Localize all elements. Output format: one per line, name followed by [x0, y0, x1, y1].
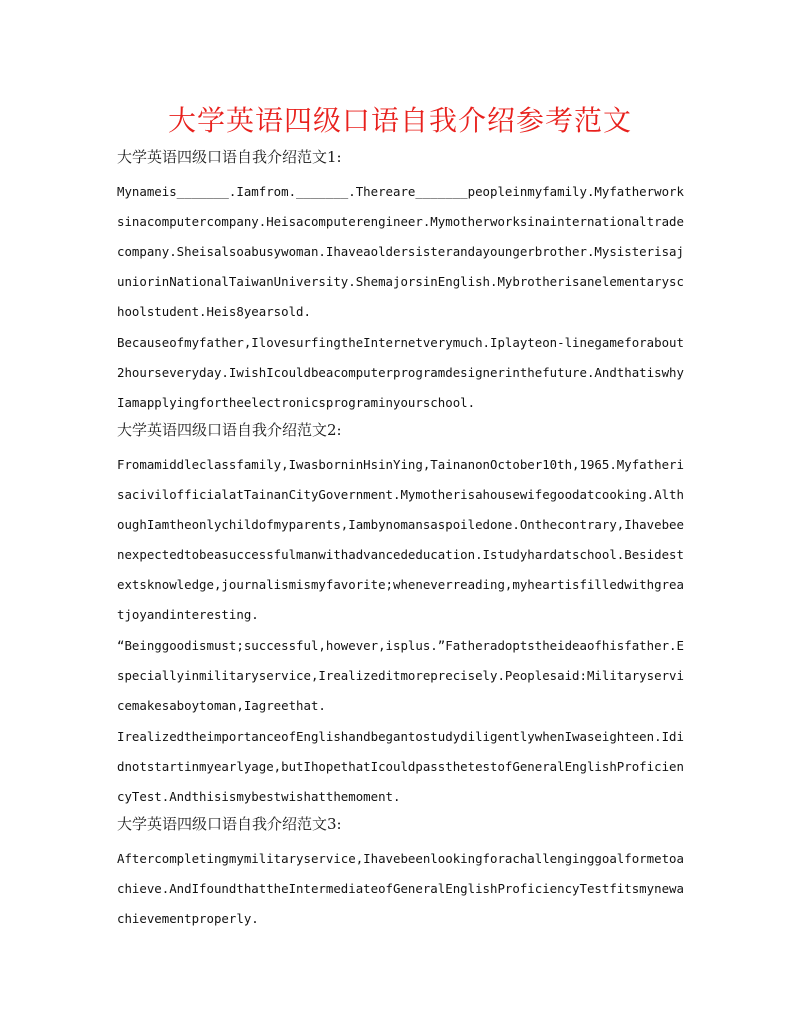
section-heading-1: 大学英语四级口语自我介绍范文1:: [117, 148, 342, 166]
document-title: 大学英语四级口语自我介绍参考范文: [167, 104, 632, 137]
section-1-paragraph-1: Mynameis_______.Iamfrom._______.Thereare_______peopleinmyfamily.Myfatherworksinacomputercompany.Heisacomputerengineer.Mymotherworksinainternationaltradecompany.Sheisalsoabusywoman.Ihaveaoldersisterandayoungerbrother.MysisterisajuniorinNationalTaiwanUniversity.ShemajorsinEnglish.Mybrotherisanelementaryschoolstudent.Heis8yearsold.: [117, 184, 684, 319]
section-2-paragraph-2: “Beinggoodismust;successful,however,isplus.”Fatheradoptstheideaofhisfather.Especiallyinmilitaryservice,Irealizeditmoreprecisely.Peoplesaid:Militaryservicemakesaboytoman,Iagreethat.: [117, 638, 684, 713]
section-3-paragraph-1: Aftercompletingmymilitaryservice,Ihavebeenlookingforachallenginggoalformetoachieve.AndIfoundthattheIntermediateofGeneralEnglishProficiencyTestfitsmynewachievementproperly.: [117, 851, 684, 926]
section-2-paragraph-1: Fromamiddleclassfamily,IwasborninHsinYing,TainanonOctober10th,1965.MyfatherisacivilofficialatTainanCityGovernment.Mymotherisahousewifegoodatcooking.AlthoughIamtheonlychildofmyparents,Iambynomansaspoiledone.Onthecontrary,Ihavebeenexpectedtobeasuccessfulmanwithadvancededucation.Istudyhardatschool.Besidestextsknowledge,journalismismyfavorite;wheneverreading,myheartisfilledwithgreatjoyandinteresting.: [117, 457, 684, 622]
section-2-paragraph-3: IrealizedtheimportanceofEnglishandbegantostudydiligentlywhenIwaseighteen.Ididnotstartinmyearlyage,butIhopethatIcouldpassthetestofGeneralEnglishProficiencyTest.Andthisismybestwishatthemoment.: [117, 729, 684, 804]
section-heading-2: 大学英语四级口语自我介绍范文2:: [117, 421, 342, 439]
section-1-paragraph-2: Becauseofmyfather,IlovesurfingtheInternetverymuch.Iplayteon-linegameforabout2hourseveryday.IwishIcouldbeacomputerprogramdesignerinthefuture.AndthatiswhyIamapplyingfortheelectronicsprograminyourschool.: [117, 335, 684, 410]
document-body: [117, 145, 691, 934]
section-heading-3: 大学英语四级口语自我介绍范文3:: [117, 815, 342, 833]
